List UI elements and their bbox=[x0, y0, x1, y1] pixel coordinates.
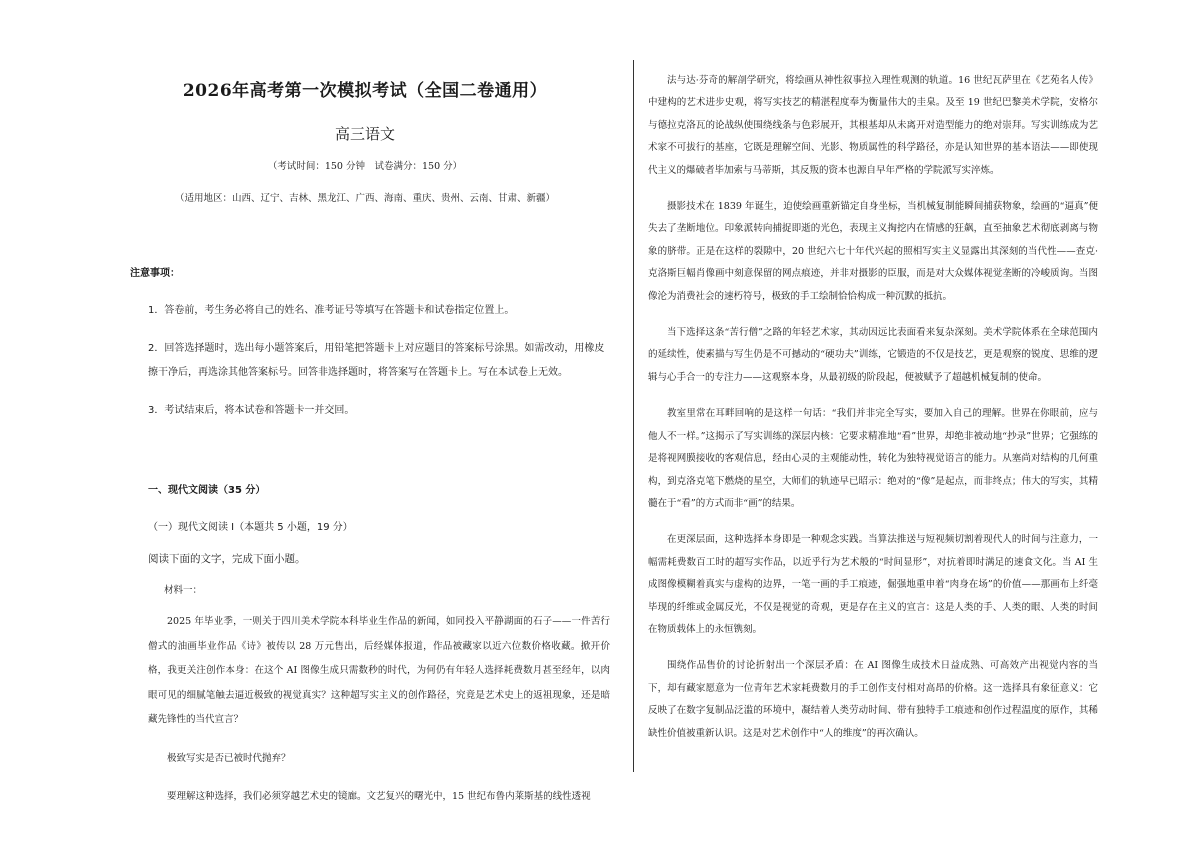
passage-paragraph: 教室里常在耳畔回响的是这样一句话：“我们并非完全写实，要加入自己的理解。世界在你眼前，应与他人不一样。”这揭示了写实训练的深层内核：它要求精准地“看”世界，却绝非被动地“抄录”世界；它强练的是将视网膜接收的客观信息，经由心灵的主观能动性，转化为独特视觉语言的能力。从塞尚对结构的几何重构，到克洛克笔下燃烧的星空，大师们的轨迹早已昭示：绝对的“像”是起点，而非终点；伟大的写实，其精髓在于“看”的方式而非“画”的结果。 bbox=[648, 408, 1098, 509]
passage-paragraph: 要理解这种选择，我们必须穿越艺术史的镜廊。文艺复兴的曙光中，15 世纪布鲁内莱斯基的线性透视 bbox=[167, 791, 591, 802]
passage-paragraph: 极致写实是否已被时代抛弃？ bbox=[167, 752, 291, 764]
exam-title: 2026年高考第一次模拟考试（全国二卷通用） bbox=[182, 81, 548, 101]
passage-paragraph: 当下选择这条“苦行僧”之路的年轻艺术家，其动因远比表面看来复杂深刻。美术学院体系在全球范围内的延续性，使素描与写生仍是不可撼动的“硬功夫”训练，它锻造的不仅是技艺，更是观察的锐度、思维的逻辑与心手合一的专注力——这观察本身，从最初级的阶段起，便被赋予了超越机械复制的使命。 bbox=[648, 327, 1098, 383]
subject-title: 高三语文 bbox=[334, 125, 395, 143]
applicable-regions: （适用地区：山西、辽宁、吉林、黑龙江、广西、海南、重庆、贵州、云南、甘肃、新疆） bbox=[174, 193, 555, 204]
notice-item-2: 2．回答选择题时，选出每小题答案后，用铅笔把答题卡上对应题目的答案标号涂黑。如需改动，用橡皮擦干净后，再选涂其他答案标号。回答非选择题时，将答案写在答题卡上。写在本试卷上无效。 bbox=[148, 343, 605, 378]
column-divider bbox=[633, 60, 634, 772]
passage-paragraph: 在更深层面，这种选择本身即是一种观念实践。当算法推送与短视频切割着现代人的时间与注意力，一幅需耗费数百工时的超写实作品，以近乎行为艺术般的“时间显形”，对抗着即时满足的速食文化。当 AI 生成图像模糊着真实与虚构的边界，一笔一画的手工痕迹，倔强地重申着“肉身在场”的价值——那画布上纤毫毕现的纤维或金属反光，不仅是视觉的奇观，更是存在主义的宣言：这是人类的手、人类的眼、人类的时间在物质载体上的永恒镌刻。 bbox=[648, 534, 1098, 635]
exam-meta: （考试时间：150 分钟 试卷满分：150 分） bbox=[267, 161, 463, 172]
passage-paragraph: 法与达·芬奇的解剖学研究，将绘画从神性叙事拉入理性观测的轨道。16 世纪瓦萨里在《艺苑名人传》中建构的艺术进步史观，将写实技艺的精湛程度奉为衡量伟大的圭臬。及至 19 世纪巴黎美术学院，安格尔与德拉克洛瓦的论战纵使围绕线条与色彩展开，其根基却从未离开对造型能力的绝对崇拜。写实训练成为艺术家不可拔行的基座，它既是理解空间、光影、物质属性的科学路径，亦是认知世界的基本语法——即使现代主义的爆破者毕加索与马蒂斯，其反叛的资本也源自早年严格的学院派写实淬炼。 bbox=[648, 75, 1098, 176]
right-column bbox=[648, 70, 1098, 759]
section-heading: 一、现代文阅读（35 分） bbox=[148, 485, 266, 496]
notice-heading: 注意事项： bbox=[130, 268, 180, 279]
notice-item-1: 1．答卷前，考生务必将自己的姓名、准考证号等填写在答题卡和试卷指定位置上。 bbox=[148, 305, 515, 316]
left-column bbox=[120, 70, 610, 824]
passage-paragraph: 2025 年毕业季，一则关于四川美术学院本科毕业生作品的新闻，如同投入平静湖面的石子——一件苦行僧式的油画毕业作品《诗》被传以 28 万元售出，后经媒体报道，作品被藏家以近六位数价格收藏。掀开价格，我更关注创作本身：在这个 AI 图像生成只需数秒的时代，为何仍有年轻人选择耗费数月甚至经年，以肉眼可见的细腻笔触去逼近极致的视觉真实？这种超写实主义的创作路径，究竟是艺术史上的返祖现象，还是暗藏先锋性的当代宣言？ bbox=[148, 616, 610, 725]
notice-item-3: 3．考试结束后，将本试卷和答题卡一并交回。 bbox=[148, 405, 355, 416]
reading-instruction: 阅读下面的文字，完成下面小题。 bbox=[148, 553, 306, 565]
sub-section-heading: （一）现代文阅读 I（本题共 5 小题，19 分） bbox=[148, 522, 353, 533]
passage-paragraph: 摄影技术在 1839 年诞生，迫使绘画重新锚定自身坐标，当机械复制能瞬间捕获物象，绘画的“逼真”便失去了垄断地位。印象派转向捕捉即逝的光色，表现主义掏挖内在情感的狂飙，直至抽象艺术彻底剥离与物象的脐带。正是在这样的裂隙中，20 世纪六七十年代兴起的照相写实主义显露出其深刻的当代性——查克·克洛斯巨幅肖像画中刻意保留的网点痕迹，并非对摄影的臣服，而是对大众媒体视觉垄断的冷峻质询。当图像沦为消费社会的速朽符号，极致的手工绘制恰恰构成一种沉默的抵抗。 bbox=[648, 201, 1098, 302]
passage-paragraph: 围绕作品售价的讨论折射出一个深层矛盾：在 AI 图像生成技术日益成熟、可高效产出视觉内容的当下，却有藏家愿意为一位青年艺术家耗费数月的手工创作支付相对高昂的价格。这一选择具有象征意义：它反映了在数字复制品泛滥的环境中，凝结着人类劳动时间、带有独特手工痕迹和创作过程温度的原作，其稀缺性价值被重新认识。这是对艺术创作中“人的维度”的再次确认。 bbox=[648, 660, 1098, 739]
material-label: 材料一： bbox=[164, 585, 203, 596]
